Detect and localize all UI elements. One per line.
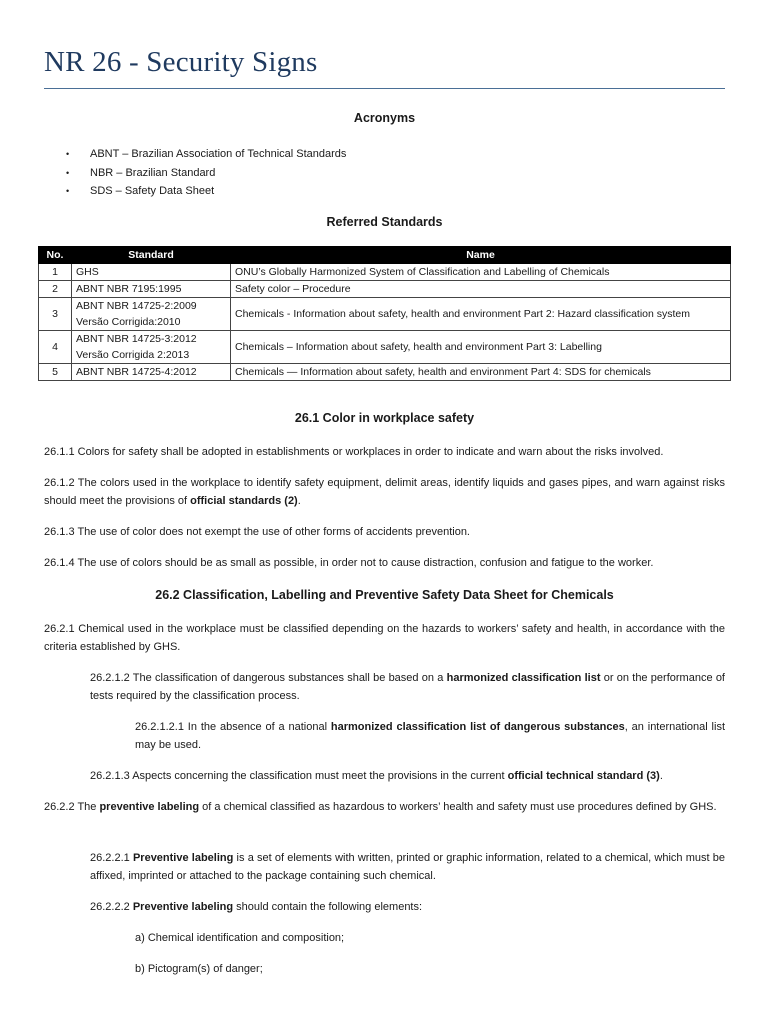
table-row — [39, 281, 731, 298]
standards-table — [38, 246, 731, 381]
column-header-no: No. — [39, 247, 72, 264]
cell-name: ONU’s Globally Harmonized System of Classification and Labelling of Chemicals — [231, 264, 731, 281]
standards-heading: Referred Standards — [326, 215, 443, 229]
table-row — [39, 364, 731, 381]
table-row — [39, 298, 731, 331]
list-item-b: b) Pictogram(s) of danger; — [135, 963, 263, 975]
cell-standard: GHS — [72, 264, 231, 281]
cell-no: 5 — [39, 364, 72, 381]
paragraph-26-2-1-2-1: 26.2.1.2.1 In the absence of a national harmonized classification list of dangerous substances, an international list may be used. — [135, 721, 725, 751]
section-26-1-heading: 26.1 Color in workplace safety — [294, 411, 475, 425]
page-title: NR 26 - Security Signs — [44, 46, 318, 78]
paragraph-26-2-2-1: 26.2.2.1 Preventive labeling is a set of elements with written, printed or graphic information, related to a chemical, which must be affixed, imprinted or attached to the package containing such chemical. — [90, 852, 725, 882]
list-item: • NBR – Brazilian Standard — [66, 164, 346, 183]
paragraph-26-2-2-2: 26.2.2.2 Preventive labeling should contain the following elements: — [90, 901, 423, 913]
bullet-icon: • — [66, 167, 70, 178]
acronyms-heading: Acronyms — [353, 111, 416, 125]
paragraph-26-1-4: 26.1.4 The use of colors should be as small as possible, in order not to cause distraction, confusion and fatigue to the worker. — [44, 557, 654, 569]
table-row — [39, 331, 731, 364]
paragraph-26-2-1-2: 26.2.1.2 The classification of dangerous substances shall be based on a harmonized classification list or on the performance of tests required by the classification process. — [90, 672, 725, 702]
cell-standard: ABNT NBR 7195:1995 — [72, 281, 231, 298]
list-item-a: a) Chemical identification and composition; — [135, 932, 345, 944]
table-header-row — [39, 247, 731, 264]
column-header-standard: Standard — [72, 247, 231, 264]
paragraph-26-1-2: 26.1.2 The colors used in the workplace to identify safety equipment, delimit areas, identify liquids and gases pipes, and warn against risks should meet the provisions of official standards (2). — [44, 477, 725, 507]
cell-no: 1 — [39, 264, 72, 281]
cell-no: 4 — [39, 331, 72, 364]
cell-name: Chemicals – Information about safety, health and environment Part 3: Labelling — [231, 331, 731, 364]
cell-standard: ABNT NBR 14725-4:2012 — [72, 364, 231, 381]
cell-name: Chemicals - Information about safety, health and environment Part 2: Hazard classification system — [231, 298, 731, 331]
cell-standard: ABNT NBR 14725-2:2009 Versão Corrigida:2010 — [72, 298, 231, 331]
paragraph-26-2-1-3: 26.2.1.3 Aspects concerning the classification must meet the provisions in the current official technical standard (3). — [90, 770, 663, 782]
section-26-2-heading: 26.2 Classification, Labelling and Preventive Safety Data Sheet for Chemicals — [155, 588, 614, 602]
paragraph-26-1-3: 26.1.3 The use of color does not exempt the use of other forms of accidents prevention. — [44, 526, 470, 538]
title-divider — [44, 88, 725, 89]
cell-name: Chemicals — Information about safety, health and environment Part 4: SDS for chemicals — [231, 364, 731, 381]
list-item: • ABNT – Brazilian Association of Technical Standards — [66, 145, 346, 164]
cell-name: Safety color – Procedure — [231, 281, 731, 298]
paragraph-26-1-1: 26.1.1 Colors for safety shall be adopted in establishments or workplaces in order to indicate and warn about the risks involved. — [44, 446, 664, 458]
column-header-name: Name — [231, 247, 731, 264]
cell-no: 2 — [39, 281, 72, 298]
paragraph-26-2-1: 26.2.1 Chemical used in the workplace must be classified depending on the hazards to workers’ safety and health, in accordance with the criteria established by GHS. — [44, 623, 725, 653]
cell-no: 3 — [39, 298, 72, 331]
table-row — [39, 264, 731, 281]
list-item: • SDS – Safety Data Sheet — [66, 182, 346, 201]
bullet-icon: • — [66, 186, 70, 196]
bullet-icon: • — [66, 149, 70, 159]
paragraph-26-2-2: 26.2.2 The preventive labeling of a chemical classified as hazardous to workers’ health and safety must use procedures defined by GHS. — [44, 801, 717, 813]
cell-standard: ABNT NBR 14725-3:2012 Versão Corrigida 2:2013 — [72, 331, 231, 364]
acronyms-list — [66, 145, 346, 201]
